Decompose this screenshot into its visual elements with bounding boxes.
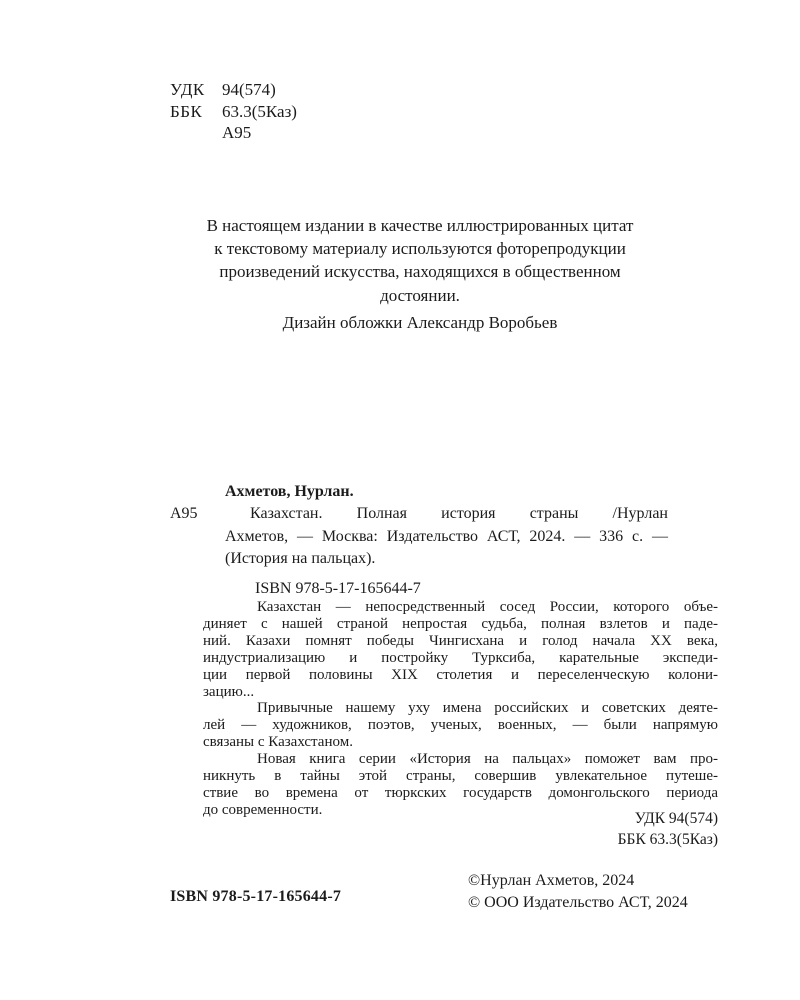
udc-bottom: УДК 94(574): [634, 810, 718, 827]
copyright-author: ©Нурлан Ахметов, 2024: [468, 872, 635, 889]
notice-line: произведений искусства, находящихся в общественном: [219, 262, 621, 282]
annotation-line: Казахстан — непосредственный сосед России, которого объе-: [257, 599, 718, 615]
copyright-publisher: © ООО Издательство АСТ, 2024: [468, 893, 688, 911]
udc-row: [170, 79, 297, 101]
annotation-line: ний. Казахи помнят победы Чингисхана и голод начала XX века,: [203, 632, 718, 649]
catalog-entry: [170, 481, 668, 600]
annotation-line: никнуть в тайны этой страны, совершив увлекательное путеше-: [203, 768, 718, 785]
author-sign-value: А95: [222, 123, 252, 142]
catalog-author-heading: Ахметов, Нурлан.: [225, 483, 354, 500]
annotation-line: ствие во времена от тюркских государств домонгольского периода: [203, 784, 718, 801]
footer-isbn: ISBN 978-5-17-165644-7: [170, 888, 342, 905]
annotation-line: лей — художников, поэтов, ученых, военных, — были напрямую: [203, 717, 718, 734]
catalog-margin-code: А95: [170, 505, 198, 523]
author-sign-row: [170, 122, 297, 144]
annotation-line: Новая книга серии «История на пальцах» поможет вам про-: [257, 751, 718, 768]
notice-line: В настоящем издании в качестве иллюстрированных цитат: [206, 216, 634, 235]
illustration-notice: [120, 214, 720, 307]
copyright-block: [468, 870, 688, 914]
annotation-paragraph: [203, 700, 718, 751]
bbk-label: ББК: [170, 101, 203, 121]
catalog-line: (История на пальцах).: [225, 550, 376, 568]
notice-line: достоянии.: [380, 285, 460, 305]
annotation-line: до современности.: [203, 801, 323, 818]
annotation-line: зацию...: [203, 683, 255, 700]
annotation-line: ции первой половины XIX столетия и переселенческую колони-: [203, 666, 718, 683]
catalog-line: Ахметов, — Москва: Издательство АСТ, 2024. — 336 с. —: [225, 527, 668, 545]
bbk-bottom: ББК 63.3(5Каз): [617, 830, 718, 848]
udc-label: УДК: [170, 80, 205, 99]
annotation-line: диняет с нашей страной непростая судьба, полная взлетов и паде-: [203, 615, 718, 632]
bottom-classification-codes: [618, 809, 718, 850]
annotation-line: связаны с Казахстаном.: [203, 734, 353, 751]
bbk-row: [170, 101, 297, 123]
notice-line: к текстовому материалу используются фоторепродукции: [214, 239, 626, 259]
catalog-entry-body: [170, 503, 668, 570]
top-classification-codes: [170, 79, 297, 144]
catalog-line: Казахстан. Полная история страны /Нурлан: [250, 505, 668, 523]
annotation-line: Привычные нашему уху имена российских и советских деяте-: [257, 700, 718, 717]
annotation: [203, 599, 718, 819]
annotation-paragraph: [203, 599, 718, 700]
catalog-description: [225, 503, 668, 570]
bbk-value: 63.3(5Каз): [222, 101, 297, 121]
cover-design-credit: Дизайн обложки Александр Воробьев: [282, 313, 558, 332]
catalog-isbn: ISBN 978-5-17-165644-7: [255, 579, 421, 597]
annotation-line: индустриализацию и постройку Турксиба, карательные экспеди-: [203, 649, 718, 666]
udc-value: 94(574): [222, 80, 276, 99]
